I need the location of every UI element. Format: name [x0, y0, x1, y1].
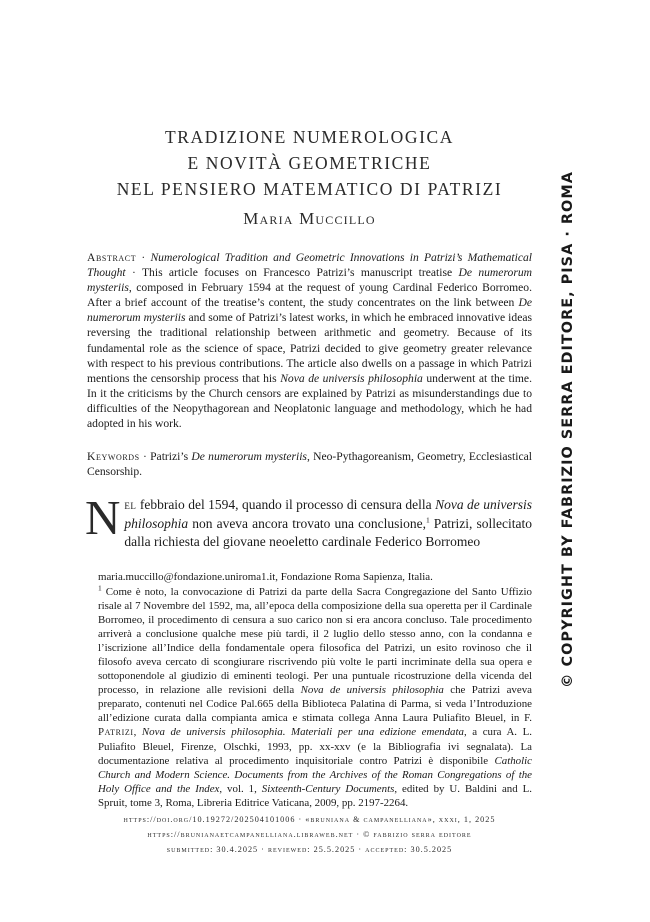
- footnote-ref-1[interactable]: 1: [425, 515, 430, 524]
- fn1-italic-b: Nova de universis philosophia. Materiali per una edizione emendata: [141, 726, 464, 739]
- keywords-text-a: Patrizi’s: [150, 450, 192, 463]
- copyright-text: © COPYRIGHT BY FABRIZIO SERRA EDITORE, PISA · ROMA: [560, 171, 576, 688]
- intro-smallcaps: el: [124, 497, 137, 512]
- abstract-text-b: , composed in February 1594 at the request of young Cardinal Federico Borromeo. After a brief account of the treatise’s content, the study concentrates on the link between: [87, 281, 532, 310]
- submission-dates-line: submitted: 30.4.2025 · reviewed: 25.5.2025 · accepted: 30.5.2025: [166, 845, 453, 854]
- fn1-text-d: , a cura A. L. Puliafito Bleuel, Firenze, Olschki, 1993, pp. xx-xxv (e la Bibliografia ivi segnalata). La documentazione relativa al procedimento inquisitoriale contro Patrizi è disponibile: [98, 726, 532, 767]
- fn1-italic-a: Nova de universis philosophia: [300, 684, 444, 697]
- doi-line[interactable]: https://doi.org/10.19272/202504101006 · «bruniana & campanelliana», xxxi, 1, 2025: [123, 815, 496, 824]
- abstract-separator-2: ·: [125, 266, 142, 280]
- author-affiliation-note: maria.muccillo@fondazione.uniroma1.it, Fondazione Roma Sapienza, Italia.: [98, 571, 433, 583]
- keywords-text-b: , Neo-Pythagoreanism, Geometry, Ecclesiastical Censorship.: [87, 450, 532, 479]
- footnote-1-number: 1: [98, 583, 102, 593]
- intro-italic-a: Nova de universis philosophia: [124, 497, 532, 531]
- intro-text-c: Patrizi, sollecitato dalla richiesta del giovane neoeletto cardinale Federico Borromeo: [124, 515, 532, 549]
- author-name: Maria Muccillo: [243, 209, 376, 228]
- abstract-text-d: underwent at the time. In it the criticisms by the Church censors are explained by Patrizi as misunderstandings due to difficulties of the Neopythagorean and Neoplatonic language and methodology, which he had adopted in his work.: [87, 371, 532, 431]
- abstract-italic-c: Nova de universis philosophia: [280, 371, 423, 385]
- intro-paragraph: [85, 490, 532, 552]
- intro-text-a: febbraio del 1594, quando il processo di censura della: [136, 497, 436, 512]
- keywords-italic-a: De numerorum mysteriis: [191, 450, 307, 463]
- fn1-text-b: che Patrizi aveva preparato, contenuti nel Codice Pal.665 della Biblioteca Palatina di Parma, si veda l’Introduzione all’edizione curata dalla compianta amica e stimata collega Anna Laura Puliafito Bleuel, in F.: [98, 684, 532, 725]
- abstract-label: Abstract: [87, 251, 137, 264]
- title-line-3: NEL PENSIERO MATEMATICO DI PATRIZI: [116, 179, 503, 199]
- publication-info: [87, 812, 532, 857]
- fn1-smallcaps-a: Patrizi: [98, 726, 134, 739]
- abstract-text-a: This article focuses on Francesco Patrizi’s manuscript treatise: [141, 266, 459, 280]
- abstract: [87, 250, 532, 431]
- drop-cap: N: [85, 490, 121, 545]
- fn1-text-f: , edited by U. Baldini and L. Spruit, tome 3, Roma, Libreria Editrice Vaticana, 2009, pp. 2197-2264.: [98, 782, 532, 809]
- abstract-italic-b: De numerorum mysteriis: [87, 296, 532, 325]
- copyright-watermark: [555, 171, 581, 688]
- footnote-1: [98, 585, 532, 810]
- fn1-text-e: , vol. 1,: [219, 782, 262, 795]
- abstract-text-c: and some of Patrizi’s latest works, in which he embraced innovative ideas reversing the traditional relationship between arithmetic and geometry. Because of its fundamental role as the science of space, Patrizi decided to give geometry greater relevance with respect to his previous contributions. The article also dwells on a passage in which Patrizi mentions the censorship process that his: [87, 311, 533, 385]
- keywords-label: Keywords: [87, 450, 140, 463]
- abstract-english-title: Numerological Tradition and Geometric Innovations in Patrizi’s Mathematical Thought: [87, 251, 532, 280]
- abstract-italic-a: De numerorum mysteriis: [87, 266, 533, 295]
- fn1-italic-c: Catholic Church and Modern Science. Documents from the Archives of the Roman Congregations of the Holy Office and the Index: [98, 754, 532, 795]
- fn1-text-c: ,: [133, 726, 142, 739]
- keywords-separator: ·: [139, 450, 151, 463]
- title-line-2: E NOVITÀ GEOMETRICHE: [187, 153, 432, 173]
- journal-url-line[interactable]: https://brunianaetcampanelliana.libraweb.net · © fabrizio serra editore: [147, 830, 472, 839]
- keywords: [87, 449, 532, 479]
- title-line-1: TRADIZIONE NUMEROLOGICA: [164, 127, 455, 147]
- fn1-text-a: Come è noto, la convocazione di Patrizi da parte della Sacra Congregazione del Santo Uffizio risale al 7 Novembre del 1592, ma, all’epoca della composizione della sua operetta per il Cardinale Borromeo, il procedimento di censura a suo carico non si era ancora concluso. Tale procedimento arriverà a conclusione qualche mese più tardi, il 2 luglio dello stesso anno, con la condanna e l’iscrizione all’Indice della fondamentale opera filosofica del Patrizi, un esito rovinoso che il filosofo aveva cercato di scongiurare riscrivendo più volte le parti incriminate della sua opera e sottoponendole al giudizio di eminenti teologi. Per una puntuale ricostruzione della vicenda del processo, in relazione alle revisioni della: [98, 586, 532, 697]
- fn1-italic-d: Sixteenth-Century Documents: [261, 782, 395, 795]
- article-title: [87, 124, 532, 202]
- abstract-separator: ·: [136, 251, 151, 264]
- intro-text-b: non aveva ancora trovato una conclusione,: [188, 515, 426, 531]
